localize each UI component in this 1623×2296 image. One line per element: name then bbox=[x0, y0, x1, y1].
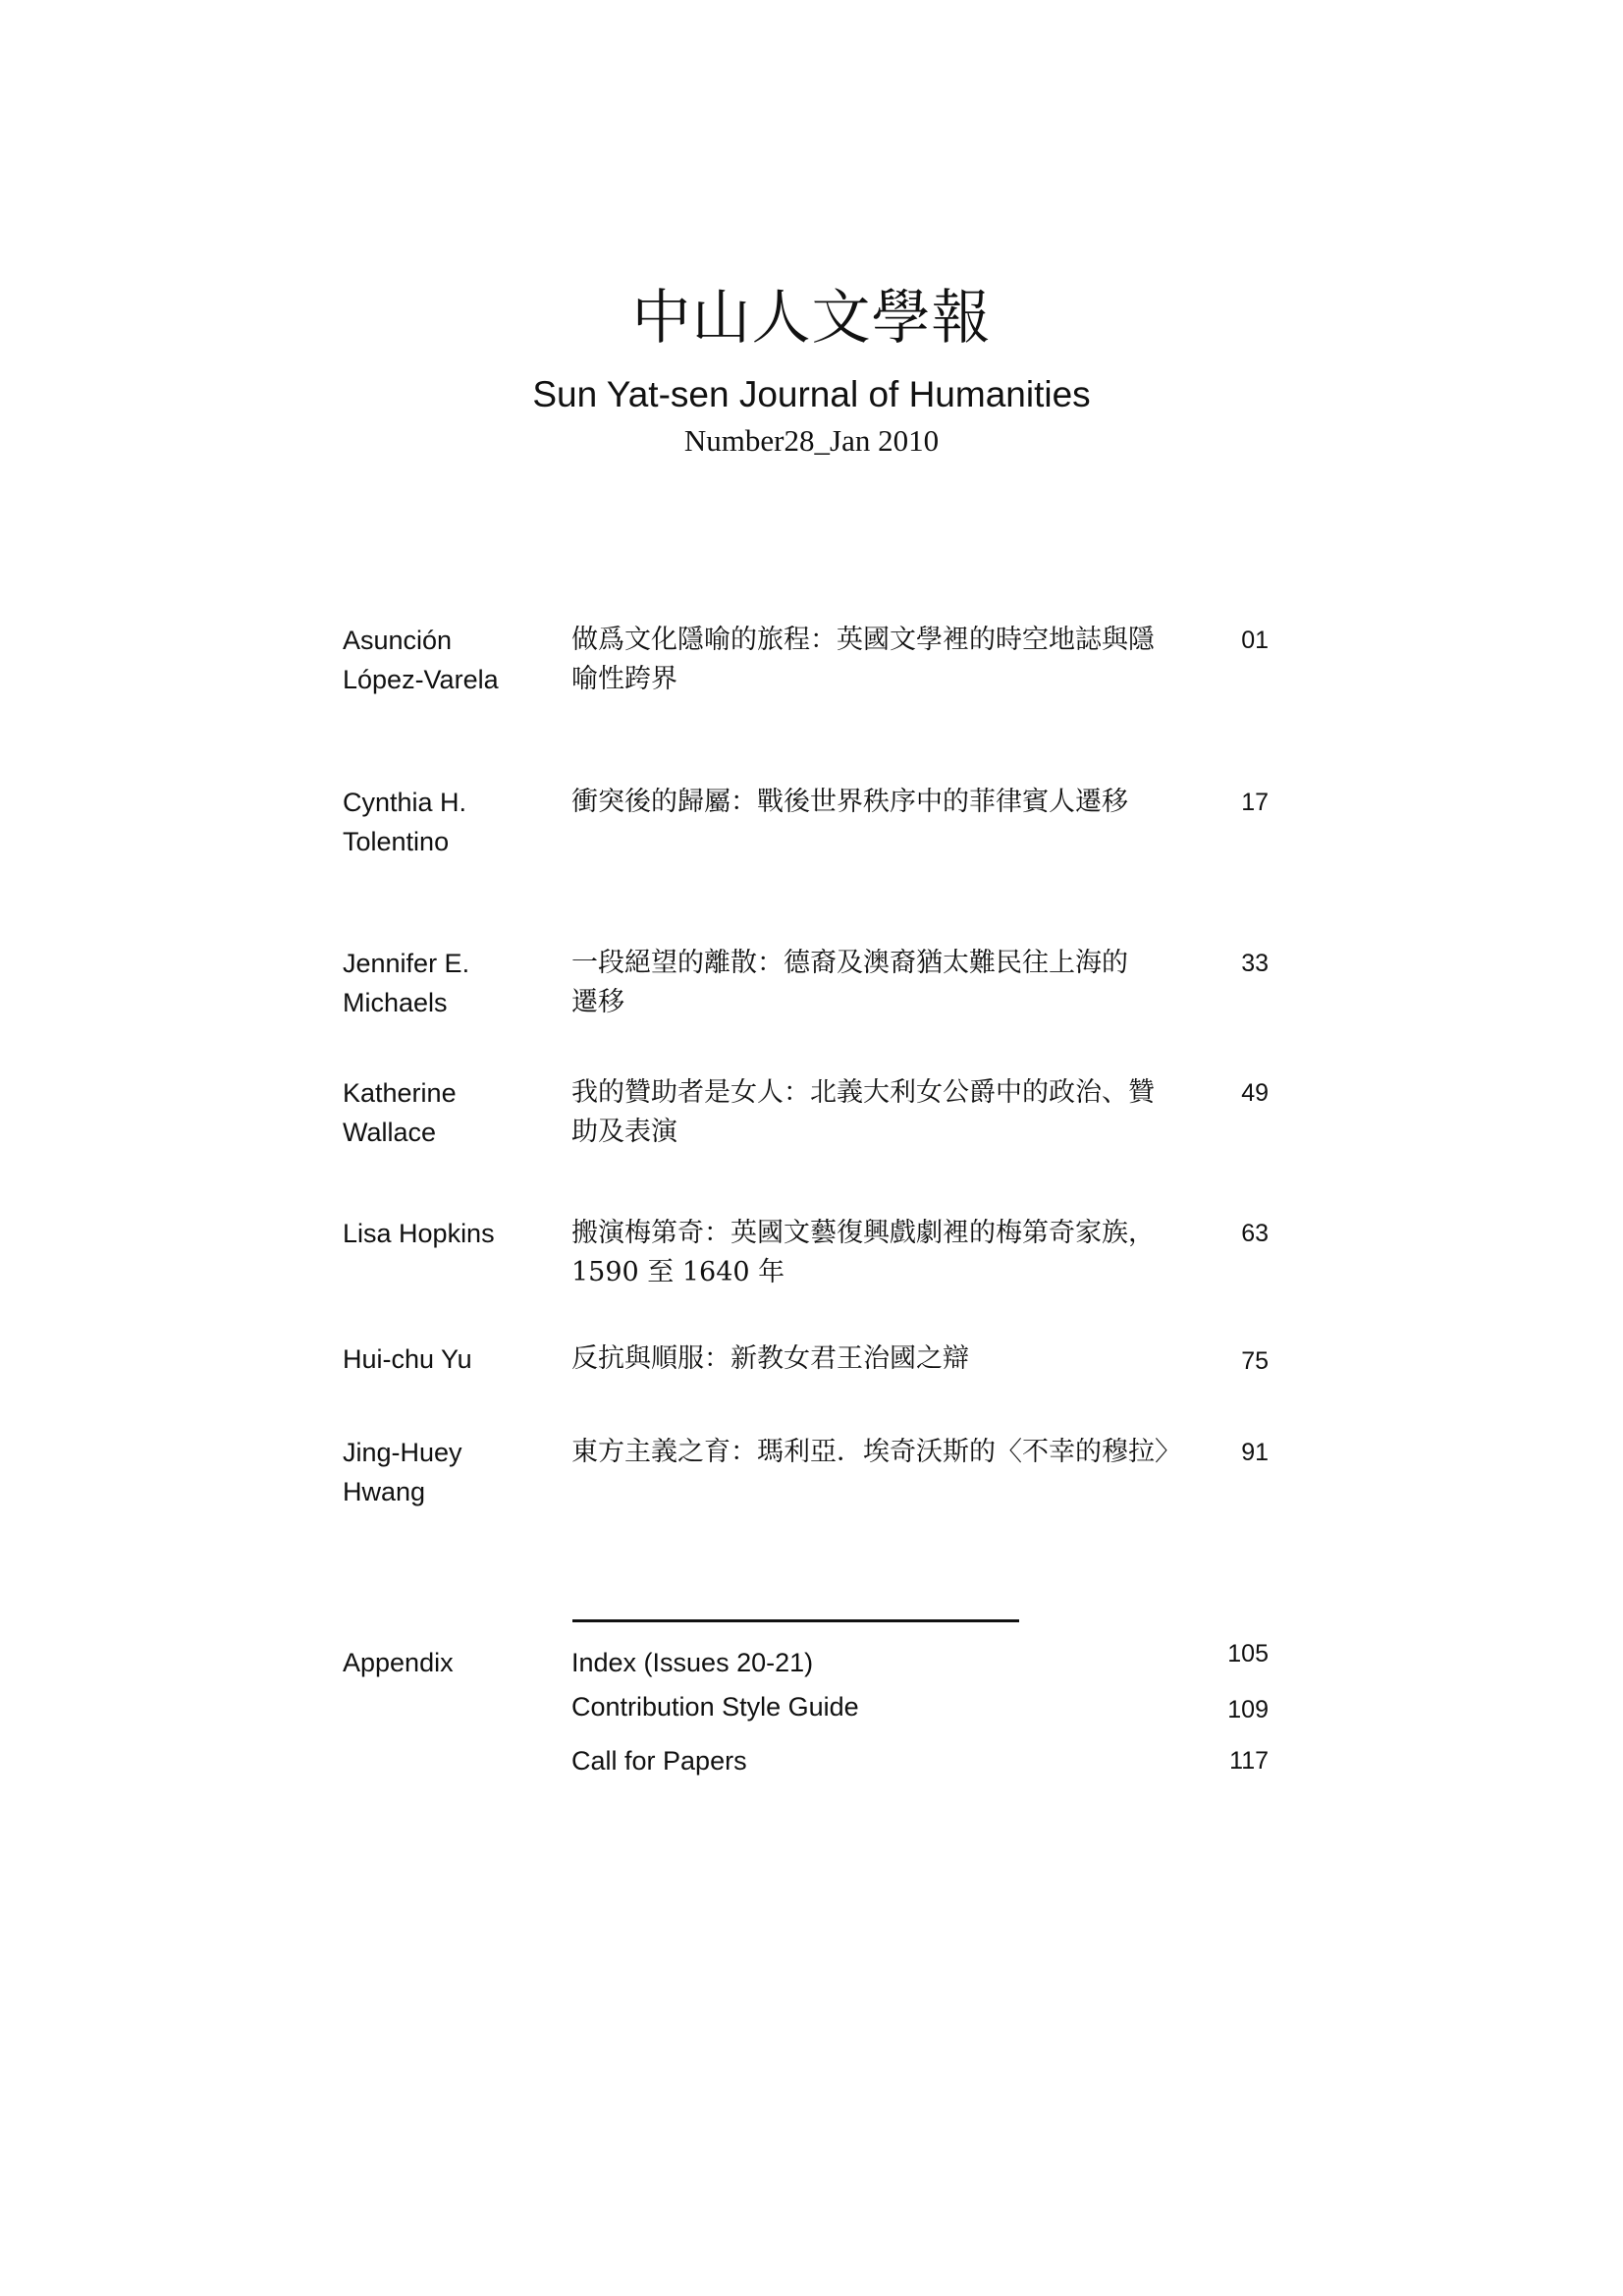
author-line: Wallace bbox=[343, 1118, 437, 1147]
author-line: Jennifer E. bbox=[343, 949, 470, 978]
author-name bbox=[343, 1214, 559, 1253]
appendix-item-title: Call for Papers bbox=[571, 1746, 747, 1776]
article-title bbox=[571, 783, 1200, 822]
page-number: 75 bbox=[1241, 1347, 1269, 1375]
author-line: Cynthia H. bbox=[343, 788, 467, 817]
journal-title-english: Sun Yat-sen Journal of Humanities bbox=[532, 374, 1091, 414]
article-title bbox=[571, 621, 1200, 699]
article-title bbox=[571, 1339, 1200, 1379]
appendix-item-page: 105 bbox=[1227, 1640, 1269, 1667]
author-line: Hui-chu Yu bbox=[343, 1344, 472, 1374]
title-line: 反抗與順服：新教女君王治國之辯 bbox=[571, 1343, 969, 1374]
appendix-label: Appendix bbox=[343, 1648, 454, 1677]
title-line: 助及表演 bbox=[571, 1117, 677, 1147]
author-name bbox=[343, 1339, 559, 1379]
author-line: Michaels bbox=[343, 988, 448, 1017]
title-line: 東方主義之育：瑪利亞．埃奇沃斯的〈不幸的穆拉〉 bbox=[571, 1437, 1181, 1467]
title-line: 我的贊助者是女人：北義大利女公爵中的政治、贊 bbox=[571, 1077, 1155, 1108]
title-line: 衝突後的歸屬：戰後世界秩序中的菲律賓人遷移 bbox=[571, 787, 1128, 817]
author-line: López-Varela bbox=[343, 665, 499, 694]
issue-number: Number28_Jan 2010 bbox=[683, 423, 940, 458]
journal-title-chinese: 中山人文學報 bbox=[631, 284, 992, 353]
page-number: 91 bbox=[1241, 1439, 1269, 1466]
appendix-item-page: 117 bbox=[1229, 1747, 1269, 1775]
author-name bbox=[343, 783, 559, 861]
page-number: 01 bbox=[1241, 627, 1269, 654]
title-line: 搬演梅第奇：英國文藝復興戲劇裡的梅第奇家族， bbox=[571, 1218, 1155, 1248]
page-number: 33 bbox=[1241, 950, 1269, 977]
author-line: Hwang bbox=[343, 1477, 426, 1506]
article-title bbox=[571, 1433, 1210, 1472]
author-line: Lisa Hopkins bbox=[343, 1219, 495, 1248]
appendix-item-title: Contribution Style Guide bbox=[571, 1692, 859, 1722]
page-number: 49 bbox=[1241, 1079, 1269, 1107]
article-title bbox=[571, 944, 1200, 1022]
author-name bbox=[343, 944, 559, 1022]
appendix-item-title: Index (Issues 20-21) bbox=[571, 1648, 814, 1677]
title-line: 1590 至 1640 年 bbox=[571, 1257, 785, 1287]
author-name bbox=[343, 1073, 559, 1152]
page-number: 17 bbox=[1241, 789, 1269, 816]
article-title bbox=[571, 1073, 1200, 1152]
title-line: 一段絕望的離散：德裔及澳裔猶太難民往上海的 bbox=[571, 948, 1128, 978]
title-line: 遷移 bbox=[571, 987, 624, 1017]
appendix-item-page: 109 bbox=[1227, 1696, 1269, 1723]
page-number: 63 bbox=[1241, 1220, 1269, 1247]
article-title bbox=[571, 1214, 1200, 1292]
author-line: Katherine bbox=[343, 1078, 457, 1108]
author-line: Jing-Huey bbox=[343, 1438, 462, 1467]
author-line: Asunción bbox=[343, 626, 453, 655]
appendix-divider bbox=[572, 1619, 1019, 1622]
author-name bbox=[343, 621, 559, 699]
title-line: 喻性跨界 bbox=[571, 664, 677, 694]
title-line: 做爲文化隱喻的旅程：英國文學裡的時空地誌與隱 bbox=[571, 625, 1155, 655]
author-name bbox=[343, 1433, 559, 1511]
author-line: Tolentino bbox=[343, 827, 450, 856]
